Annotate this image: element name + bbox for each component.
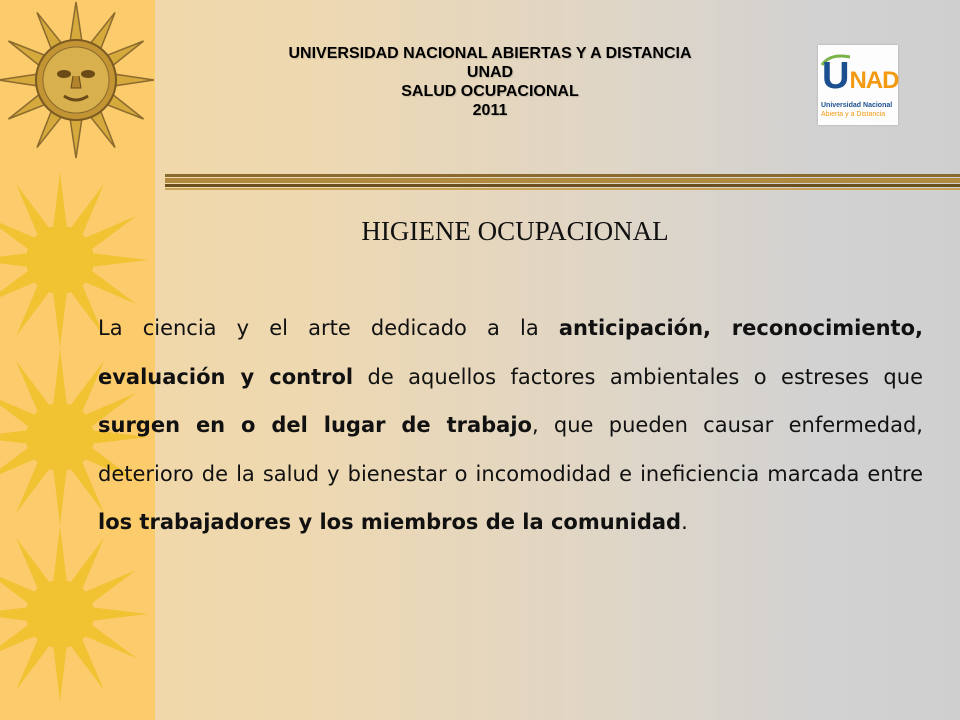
logo-u: U: [822, 55, 850, 97]
definition-paragraph: [98, 304, 923, 547]
definition-text: de aquellos factores ambientales o estreses que: [353, 364, 923, 389]
logo-university-subtitle: Abierta y a Distancia: [821, 111, 886, 118]
definition-text: La ciencia y el arte dedicado a la: [98, 316, 559, 340]
sun-face-icon: [0, 0, 160, 170]
header-line-university: UNIVERSIDAD NACIONAL ABIERTAS Y A DISTANCIA: [288, 45, 692, 62]
header-divider: [165, 172, 960, 192]
definition-text: .: [681, 510, 688, 534]
institution-header: [195, 44, 785, 120]
definition-emphasis: surgen en o del lugar de trabajo: [98, 413, 532, 437]
logo-wordmark: [822, 57, 898, 95]
definition-emphasis: los trabajadores y los miembros de la comunidad: [98, 510, 682, 534]
logo-university-name: Universidad Nacional: [821, 102, 893, 109]
header-line-program: SALUD OCUPACIONAL: [401, 83, 579, 100]
unad-logo: [818, 45, 898, 125]
definition-text: , que pueden causar enfermedad, deterioro de la salud y bienestar o incomodidad e ineficiencia marcada entre: [98, 413, 923, 486]
logo-nad: NAD: [849, 67, 899, 94]
header-line-year: 2011: [472, 102, 508, 119]
header-line-unad: UNAD: [466, 64, 514, 81]
definition-emphasis: anticipación, reconocimiento, evaluación y control: [98, 316, 923, 389]
sun-icon: [0, 522, 160, 720]
slide-title: HIGIENE OCUPACIONAL: [361, 216, 669, 246]
